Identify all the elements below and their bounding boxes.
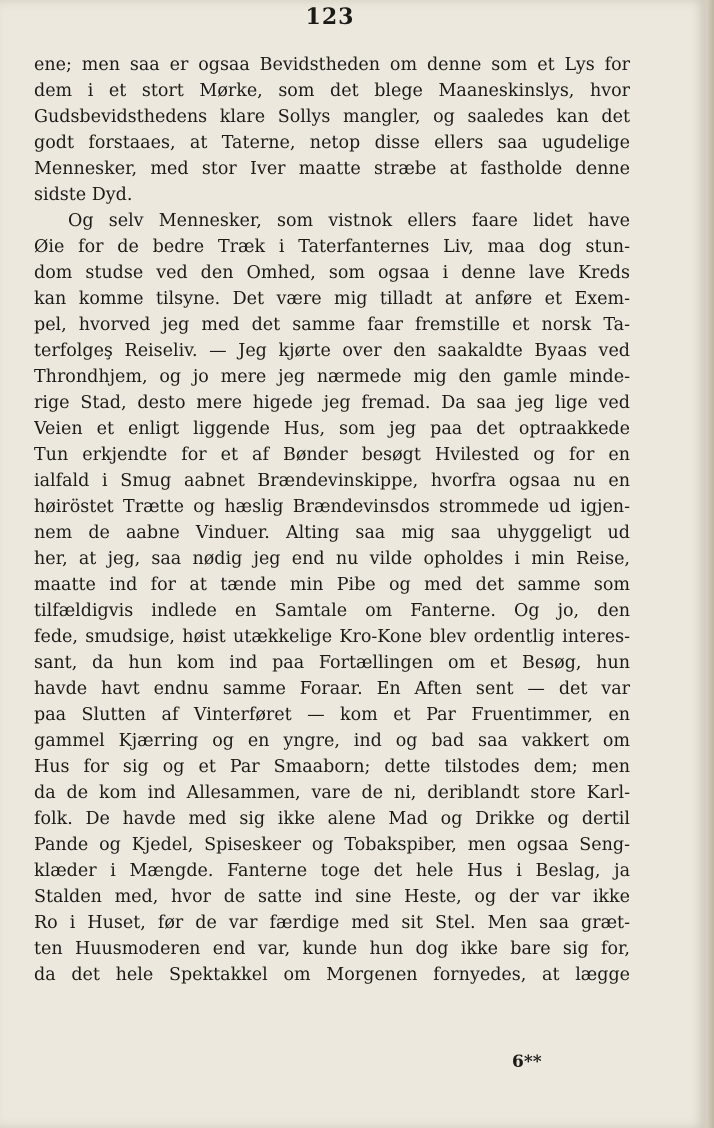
text-line: her, at jeg, saa nødig jeg end nu vilde opholdes i min Reise,	[34, 549, 630, 569]
paragraph-start-line: Og selv Mennesker, som vistnok ellers faare lidet have	[68, 211, 630, 231]
text-line: rige Stad, desto mere higede jeg fremad. Da saa jeg lige ved	[34, 393, 630, 413]
text-line: Mennesker, med stor Iver maatte stræbe at fastholde denne	[34, 159, 630, 179]
signature-mark: 6**	[512, 1052, 542, 1072]
text-line: dom studse ved den Omhed, som ogsaa i denne lave Kreds	[34, 263, 630, 283]
text-line: Pande og Kjedel, Spiseskeer og Tobakspiber, men ogsaa Seng-	[34, 835, 630, 855]
text-line: Veien et enligt liggende Hus, som jeg paa det optraakkede	[34, 419, 630, 439]
text-line: høiröstet Trætte og hæslig Brændevinsdos strommede ud igjen-	[34, 497, 630, 517]
text-line: nem de aabne Vinduer. Alting saa mig saa uhyggeligt ud	[34, 523, 630, 543]
text-line: kan komme tilsyne. Det være mig tilladt at anføre et Exem-	[34, 289, 630, 309]
text-line: da de kom ind Allesammen, vare de ni, deriblandt store Karl-	[34, 783, 630, 803]
text-line: da det hele Spektakkel om Morgenen fornyedes, at lægge	[34, 965, 630, 985]
text-line: sidste Dyd.	[34, 185, 133, 205]
page-number: 123	[305, 4, 355, 30]
text-line: Øie for de bedre Træk i Taterfanternes Liv, maa dog stun-	[34, 237, 630, 257]
text-line: paa Slutten af Vinterføret — kom et Par Fruentimmer, en	[34, 705, 630, 725]
text-line: Tun erkjendte for et af Bønder besøgt Hvilested og for en	[34, 445, 630, 465]
text-line: gammel Kjærring og en yngre, ind og bad saa vakkert om	[34, 731, 630, 751]
text-line: godt forstaaes, at Taterne, netop disse ellers saa ugudelige	[34, 133, 630, 153]
body-text	[34, 52, 630, 988]
text-line: havde havt endnu samme Foraar. En Aften sent — det var	[34, 679, 630, 699]
text-line: tilfældigvis indlede en Samtale om Fanterne. Og jo, den	[34, 601, 630, 621]
text-line: pel, hvorved jeg med det samme faar fremstille et norsk Ta-	[34, 315, 630, 335]
text-line: sant, da hun kom ind paa Fortællingen om et Besøg, hun	[34, 653, 630, 673]
text-line: ten Huusmoderen end var, kunde hun dog ikke bare sig for,	[34, 939, 630, 959]
text-line: Stalden med, hvor de satte ind sine Heste, og der var ikke	[34, 887, 630, 907]
text-line: fede, smudsige, høist utækkelige Kro-Kone blev ordentlig interes-	[34, 627, 630, 647]
text-line: klæder i Mængde. Fanterne toge det hele Hus i Beslag, ja	[34, 861, 630, 881]
text-line: Hus for sig og et Par Smaaborn; dette tilstodes dem; men	[34, 757, 630, 777]
text-line: Ro i Huset, før de var færdige med sit Stel. Men saa græt-	[34, 913, 630, 933]
text-line: ialfald i Smug aabnet Brændevinskippe, hvorfra ogsaa nu en	[34, 471, 630, 491]
text-line: Throndhjem, og jo mere jeg nærmede mig den gamle minde-	[34, 367, 630, 387]
text-line: terfolgeş Reiseliv. — Jeg kjørte over den saakaldte Byaas ved	[34, 341, 630, 361]
text-line: Gudsbevidsthedens klare Sollys mangler, og saaledes kan det	[34, 107, 630, 127]
text-line: folk. De havde med sig ikke alene Mad og Drikke og dertil	[34, 809, 630, 829]
page-edge	[706, 0, 714, 1128]
text-line: dem i et stort Mørke, som det blege Maaneskinslys, hvor	[34, 81, 630, 101]
text-line: ene; men saa er ogsaa Bevidstheden om denne som et Lys for	[34, 55, 630, 75]
text-line: maatte ind for at tænde min Pibe og med det samme som	[34, 575, 630, 595]
